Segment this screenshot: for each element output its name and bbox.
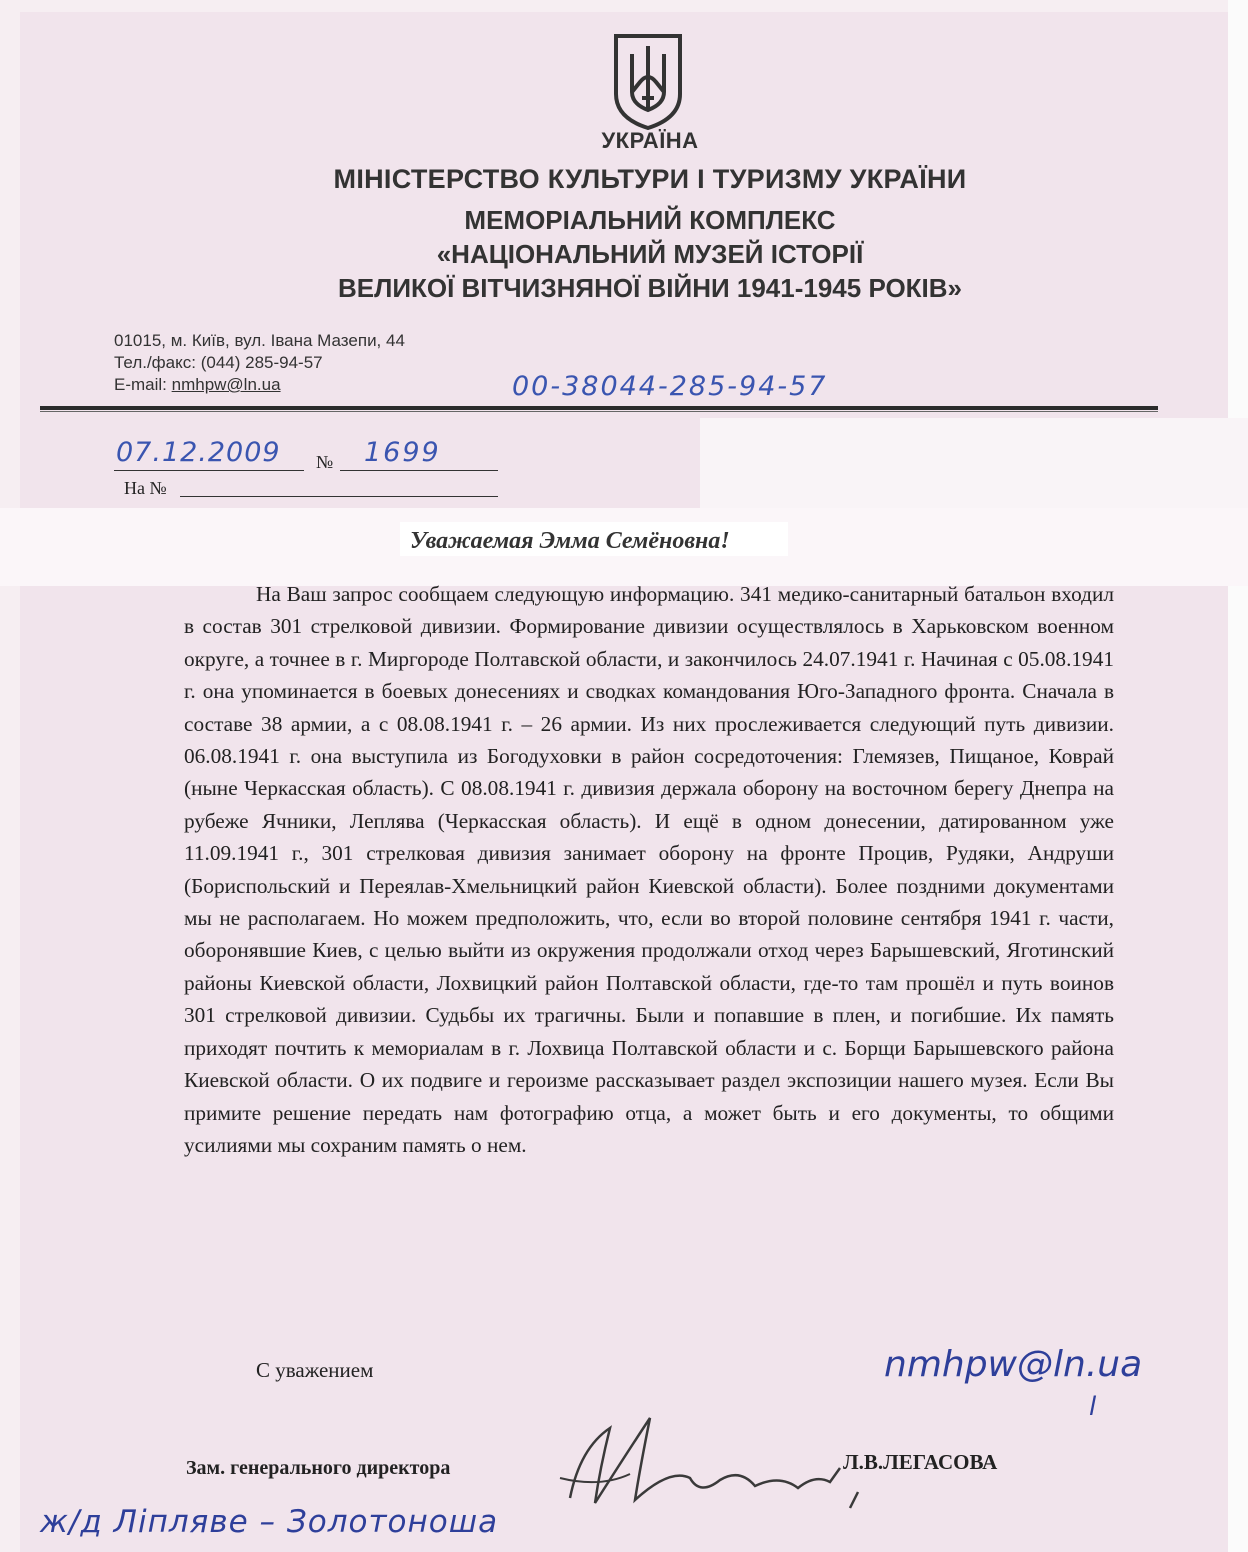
handwritten-date: 07.12.2009: [116, 437, 281, 468]
header-rule-thin: [40, 411, 1158, 412]
handwritten-email: nmhpw@ln.ua: [884, 1344, 1143, 1385]
institution-line-3: ВЕЛИКОЇ ВІТЧИЗНЯНОЇ ВІЙНИ 1941-1945 РОКІВ»: [337, 273, 962, 303]
email-row: [114, 374, 405, 396]
number-label: №: [316, 452, 334, 472]
handwritten-railway-note: ж/д Ліпляве – Золотоноша: [40, 1504, 499, 1540]
institution-line-2: «НАЦІОНАЛЬНИЙ МУЗЕЙ ІСТОРІЇ: [436, 239, 864, 269]
handwritten-signature: [540, 1408, 870, 1528]
handwritten-phone: 00-38044-285-94-57: [512, 371, 828, 402]
reply-number-line: [180, 496, 498, 497]
reply-number-label: На №: [124, 478, 167, 498]
country-name: УКРАЇНА: [601, 128, 699, 153]
signatory-title: Зам. генерального директора: [186, 1457, 451, 1479]
email-label: E-mail:: [114, 375, 172, 394]
phone-fax: Тел./факс: (044) 285-94-57: [114, 353, 323, 372]
date-line: [114, 470, 304, 471]
letter-body: На Ваш запрос сообщаем следующую информацию. 341 медико-санитарный батальон входил в состав 301 стрелковой дивизии. Формирование дивизии осуществлялось в Харьковском военном округе, а точнее в г. Миргороде Полтавской области, и закончилось 24.07.1941 г. Начиная с 05.08.1941 г. она упоминается в боевых донесениях и сводках командования Юго-Западного фронта. Сначала в составе 38 армии, а с 08.08.1941 г. – 26 армии. Из них прослеживается следующий путь дивизии. 06.08.1941 г. она выступила из Богодуховки в район сосредоточения: Глемязев, Пищаное, Коврай (ныне Черкасская область). С 08.08.1941 г. дивизия держала оборону на восточном берегу Днепра на рубеже Ячники, Леплява (Черкасская область). И ещё в одном донесении, датированном уже 11.09.1941 г., 301 стрелковая дивизия занимает оборону на фронте Процив, Рудяки, Андруши (Бориспольский и Переялав-Хмельницкий район Киевской области). Более поздними документами мы не располагаем. Но можем предположить, что, если во второй половине сентября 1941 г. части, оборонявшие Киев, с целью выйти из окружения продолжали отход через Барышевский, Яготинский районы Киевской области, Лохвицкий район Полтавской области, где-то там прошёл и путь воинов 301 стрелковой дивизии. Судьбы их трагичны. Были и попавшие в плен, и погибшие. Их память приходят почтить к мемориалам в г. Лохвица Полтавской области и с. Борщи Барышевского района Киевской области. О их подвиге и героизме рассказывает раздел экспозиции нашего музея. Если Вы примите решение передать нам фотографию отца, а может быть и его документы, то общими усилиями мы сохраним память о нем.: [184, 582, 1114, 1157]
handwritten-number: 1699: [364, 437, 441, 468]
greeting: Уважаемая Эмма Семёновна!: [410, 528, 730, 554]
handwritten-email-mark: l: [1089, 1392, 1097, 1422]
paper-patch: [700, 418, 1248, 510]
institution-line-1: МЕМОРІАЛЬНИЙ КОМПЛЕКС: [464, 205, 836, 235]
ministry-name: МІНІСТЕРСТВО КУЛЬТУРИ І ТУРИЗМУ УКРАЇНИ: [333, 164, 967, 194]
closing: С уважением: [256, 1358, 374, 1382]
contact-block: [114, 330, 405, 396]
address: 01015, м. Київ, вул. Івана Мазепи, 44: [114, 331, 405, 350]
header-rule: [40, 406, 1158, 410]
trident-coat-of-arms-icon: [610, 32, 686, 130]
email-link[interactable]: nmhpw@ln.ua: [171, 375, 281, 394]
number-line: [340, 470, 498, 471]
signatory-name: Л.В.ЛЕГАСОВА: [843, 1450, 998, 1474]
